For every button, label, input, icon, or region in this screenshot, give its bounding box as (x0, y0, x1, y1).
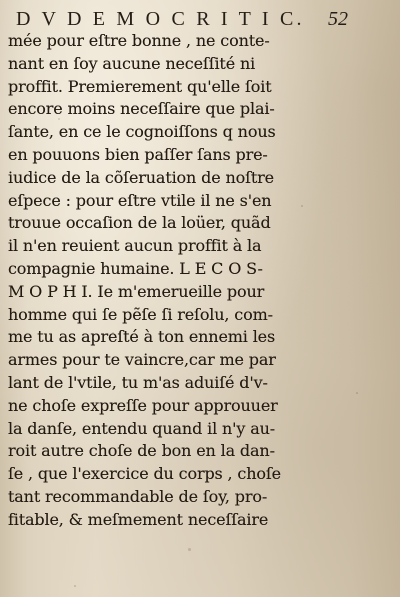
text-line: encore moins neceſſaire que plai- (8, 99, 275, 119)
text-line: eſpece : pour eſtre vtile il ne s'en (8, 190, 272, 210)
text-line: en pouuons bien paſſer ſans pre- (8, 144, 268, 164)
text-line: la danſe, entendu quand il n'y au- (8, 418, 276, 438)
text-line: compagnie humaine. L E C O S- (8, 258, 263, 278)
text-line: ſe , que l'exercice du corps , choſe (8, 464, 281, 484)
text-line: roit autre choſe de bon en la dan- (8, 441, 275, 461)
text-line: il n'en reuient aucun proffit à la (8, 236, 262, 256)
running-head-title: D V D E M O C R I T I C. (16, 8, 305, 30)
text-line: mée pour eſtre bonne , ne conte- (8, 31, 270, 50)
text-line: lant de l'vtile, tu m'as aduiſé d'v- (8, 372, 268, 392)
text-line: proffit. Premierement qu'elle ſoit (8, 76, 272, 96)
text-line: nant en ſoy aucune neceſſité ni (8, 53, 256, 73)
text-line: ne choſe expreſſe pour approuuer (8, 395, 278, 415)
text-line: homme qui ſe pẽſe ſi reſolu, com- (8, 304, 273, 324)
text-line: M O P H I. Ie m'emerueille pour (8, 281, 265, 301)
running-head (16, 7, 348, 31)
page-number: 52 (328, 8, 348, 30)
text-line: tant recommandable de ſoy, pro- (8, 486, 268, 506)
text-line: trouue occaſion de la loüer, quãd (8, 213, 271, 233)
body-text (8, 30, 380, 532)
text-line: me tu as apreſté à ton ennemi les (8, 327, 276, 347)
text-line: iudice de la cõſeruation de noſtre (8, 167, 274, 187)
text-line: ſante, en ce le cognoiſſons q nous (8, 122, 276, 142)
text-line: armes pour te vaincre,car me par (8, 350, 276, 370)
text-line: fitable, & meſmement neceſſaire (8, 509, 269, 529)
